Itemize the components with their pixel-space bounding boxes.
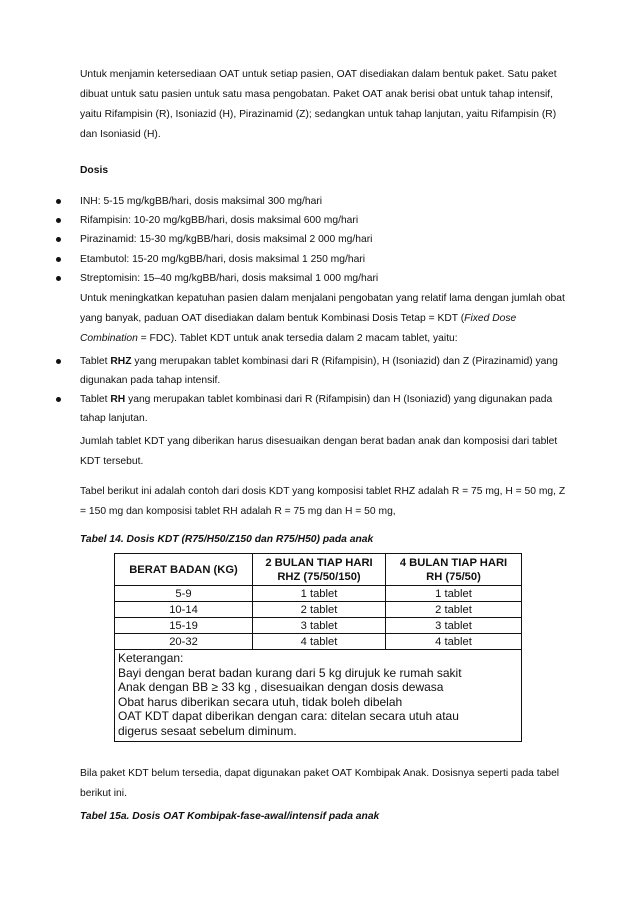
table-notes-row (115, 650, 522, 742)
bullet-icon (56, 359, 61, 364)
note-line: Bayi dengan berat badan kurang dari 5 kg dirujuk ke rumah sakit (118, 665, 462, 680)
table-row (115, 634, 522, 650)
dosis-item-text: INH: 5-15 mg/kgBB/hari, dosis maksimal 300 mg/hari (80, 196, 323, 207)
tablet-item-text (80, 352, 570, 390)
header-line: RHZ (75/50/150) (277, 570, 361, 583)
bullet-icon (56, 218, 61, 223)
table-cell: 5-9 (115, 586, 253, 602)
bullet-icon (56, 257, 61, 262)
table14-caption: Tabel 14. Dosis KDT (R75/H50/Z150 dan R75/H50) pada anak (80, 534, 374, 545)
dosis-item-text: Rifampisin: 10-20 mg/kgBB/hari, dosis maksimal 600 mg/hari (80, 215, 359, 227)
table-cell: 2 tablet (386, 602, 522, 618)
header-rhz (253, 554, 386, 586)
tablet-item-text (80, 390, 570, 428)
jumlah-paragraph: Jumlah tablet KDT yang diberikan harus disesuaikan dengan berat badan anak dan komposisi dari tablet KDT tersebut. (80, 436, 558, 467)
table-cell: 2 tablet (253, 602, 386, 618)
table-cell: 3 tablet (386, 618, 522, 634)
list-item (0, 192, 600, 211)
list-item (0, 269, 600, 288)
note-line: Anak dengan BB ≥ 33 kg , disesuaikan dengan dosis dewasa (118, 680, 444, 695)
header-line: 2 BULAN TIAP HARI (265, 556, 373, 569)
table-row (115, 586, 522, 602)
list-item (0, 390, 600, 428)
table-cell: 1 tablet (386, 586, 522, 602)
kepatuhan-text-after: = FDC). Tablet KDT untuk anak tersedia dalam 2 macam tablet, yaitu: (137, 333, 458, 344)
list-item (0, 250, 600, 269)
header-line: BERAT BADAN (KG) (129, 563, 238, 576)
note-line: Keterangan: (118, 651, 184, 665)
contoh-paragraph: Tabel berikut ini adalah contoh dari dosis KDT yang komposisi tablet RHZ adalah R = 75 mg, H = 50 mg, Z = 150 mg dan komposisi tablet RH adalah R = 75 mg dan H = 50 mg, (80, 486, 566, 517)
dosis-item-text: Pirazinamid: 15-30 mg/kgBB/hari, dosis maksimal 2 000 mg/hari (80, 234, 373, 246)
note-line: digerus sesaat sebelum diminum. (118, 723, 297, 738)
kombipak-paragraph: Bila paket KDT belum tersedia, dapat digunakan paket OAT Kombipak Anak. Dosisnya seperti pada tabel berikut ini. (80, 768, 560, 799)
bullet-icon (56, 199, 61, 204)
note-line: Obat harus diberikan secara utuh, tidak boleh dibelah (118, 694, 403, 709)
table-cell: 4 tablet (253, 634, 386, 650)
kdt-dose-table (114, 553, 522, 742)
dosis-item-text: Streptomisin: 15–40 mg/kgBB/hari, dosis maksimal 1 000 mg/hari (80, 272, 379, 284)
dosis-item-text: Etambutol: 15-20 mg/kgBB/hari, dosis maksimal 1 250 mg/hari (80, 253, 366, 265)
list-item (0, 352, 600, 390)
tablet-code: RHZ (110, 356, 132, 367)
header-line: RH (75/50) (426, 570, 481, 583)
table-header-row (115, 554, 522, 586)
table-cell: 20-32 (115, 634, 253, 650)
header-rh (386, 554, 522, 586)
tablet-description: yang merupakan tablet kombinasi dari R (Rifampisin) dan H (Isoniazid) yang digunakan pada tahap lanjutan. (80, 394, 553, 424)
bullet-icon (56, 276, 61, 281)
table-notes (115, 650, 522, 742)
dosis-list (0, 192, 600, 288)
table-cell: 15-19 (115, 618, 253, 634)
tablet-prefix: Tablet (80, 356, 111, 367)
header-berat-badan (115, 554, 253, 586)
tablet-description: yang merupakan tablet kombinasi dari R (Rifampisin), H (Isoniazid) dan Z (Pirazinamid) yang digunakan pada tahap intensif. (80, 356, 558, 386)
note-line: OAT KDT dapat diberikan dengan cara: ditelan secara utuh atau (118, 709, 459, 724)
intro-paragraph: Untuk menjamin ketersediaan OAT untuk setiap pasien, OAT disediakan dalam bentuk paket. Satu paket dibuat untuk satu pasien untuk satu masa pengobatan. Paket OAT anak berisi obat untuk tahap intensif, yaitu Rifampisin (R), Isoniazid (H), Pirazinamid (Z); sedangkan untuk tahap lanjutan, yaitu Rifampisin (R) dan Isoniasid (H). (80, 69, 557, 140)
list-item (0, 211, 600, 230)
tablet-prefix: Tablet (80, 394, 111, 405)
kepatuhan-text-before: Untuk meningkatkan kepatuhan pasien dalam menjalani pengobatan yang relatif lama dengan jumlah obat yang banyak, paduan OAT disediakan dalam bentuk Kombinasi Dosis Tetap = KDT ( (80, 293, 565, 324)
kepatuhan-paragraph (80, 289, 568, 349)
table-cell: 3 tablet (253, 618, 386, 634)
table-cell: 10-14 (115, 602, 253, 618)
table-row (115, 602, 522, 618)
table-cell: 4 tablet (386, 634, 522, 650)
table15a-caption: Tabel 15a. Dosis OAT Kombipak-fase-awal/intensif pada anak (80, 811, 380, 822)
list-item (0, 230, 600, 249)
bullet-icon (56, 397, 61, 402)
kepatuhan-text-italic: Fixed Dose Combination (80, 313, 517, 344)
table-cell: 1 tablet (253, 586, 386, 602)
tablet-list (0, 352, 600, 428)
table-row (115, 618, 522, 634)
bullet-icon (56, 237, 61, 242)
dosis-heading: Dosis (80, 165, 109, 176)
header-line: 4 BULAN TIAP HARI (399, 556, 508, 569)
tablet-code: RH (110, 394, 126, 405)
